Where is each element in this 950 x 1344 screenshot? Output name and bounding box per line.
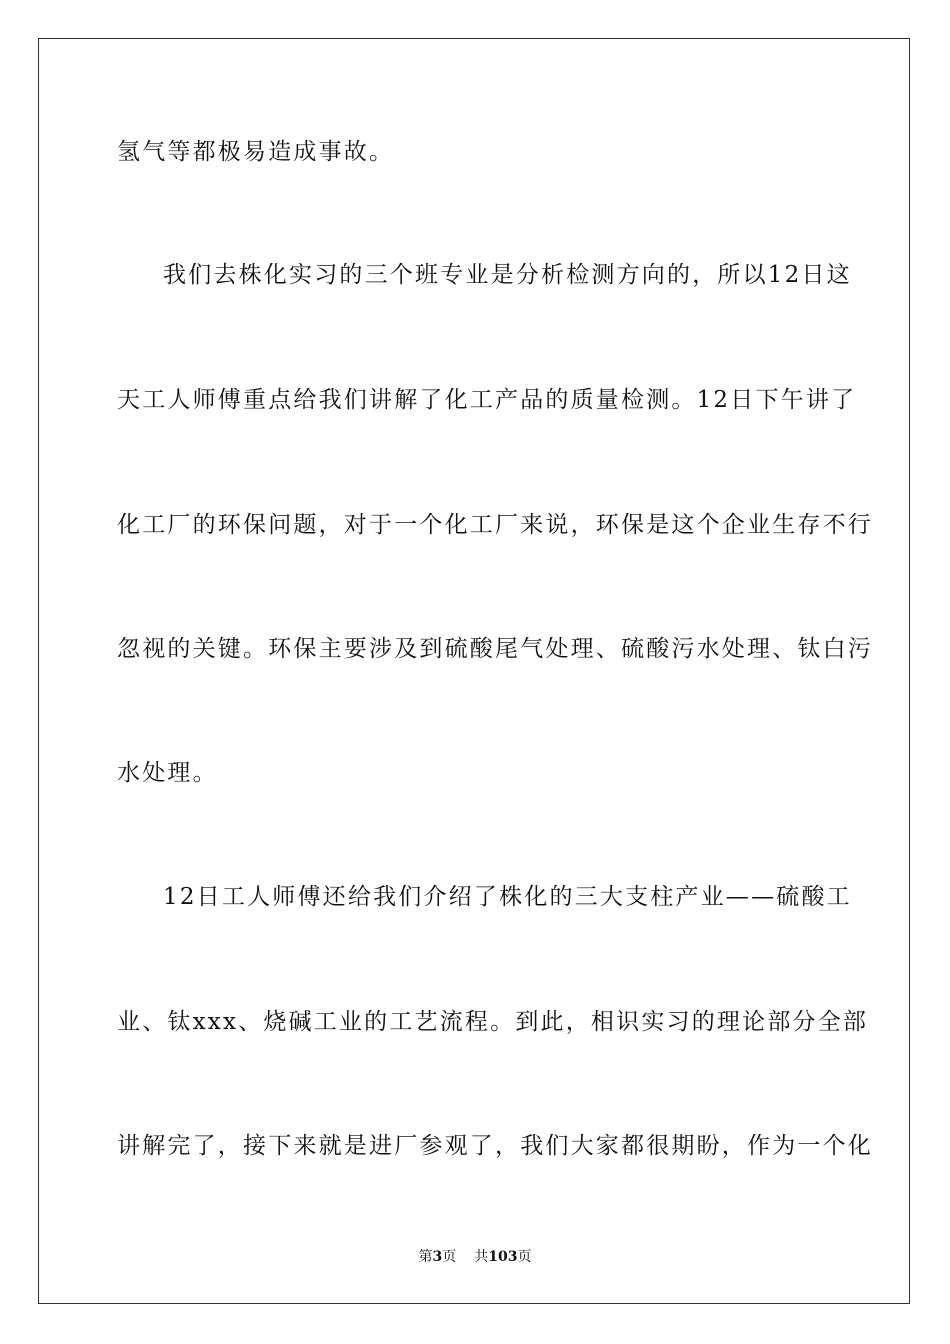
text-line-7: 12日工人师傅还给我们介绍了株化的三大支柱产业——硫酸工 (163, 884, 852, 910)
page-border (38, 38, 910, 1304)
text-line-8: 业、钛xxx、烧碱工业的工艺流程。到此，相识实习的理论部分全部 (117, 1009, 869, 1035)
footer-page-prefix: 第 (418, 1249, 433, 1265)
text-line-4: 化工厂的环保问题，对于一个化工厂来说，环保是这个企业生存不行 (117, 512, 873, 538)
text-line-5: 忽视的关键。环保主要涉及到硫酸尾气处理、硫酸污水处理、钛白污 (117, 636, 873, 662)
page-footer (0, 1248, 950, 1266)
footer-total-suffix: 页 (517, 1249, 532, 1265)
footer-total-prefix: 共 (474, 1249, 489, 1265)
footer-total-pages: 103 (488, 1249, 518, 1265)
footer-page-suffix: 页 (442, 1249, 457, 1265)
text-line-2: 我们去株化实习的三个班专业是分析检测方向的，所以12日这 (163, 262, 852, 288)
text-line-6: 水处理。 (117, 760, 218, 786)
text-line-9: 讲解完了，接下来就是进厂参观了，我们大家都很期盼，作为一个化 (117, 1133, 873, 1159)
text-line-3: 天工人师傅重点给我们讲解了化工产品的质量检测。12日下午讲了 (117, 387, 857, 413)
footer-page-number: 3 (432, 1249, 443, 1265)
text-line-1: 氢气等都极易造成事故。 (117, 139, 395, 165)
